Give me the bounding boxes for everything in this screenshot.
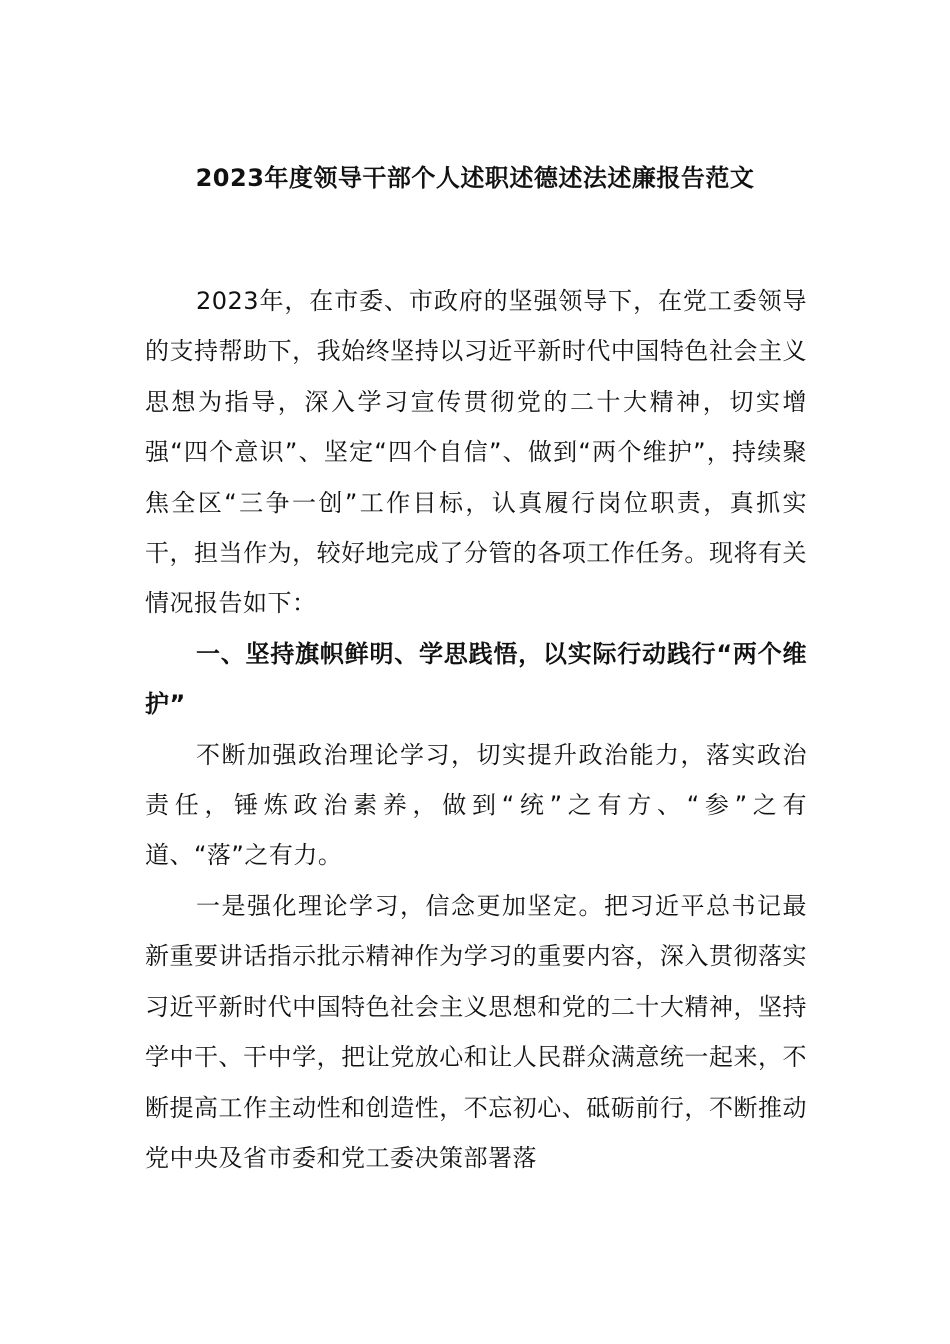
document-title: 2023年度领导干部个人述职述德述法述廉报告范文 [195, 164, 755, 192]
section-1-paragraph: 不断加强政治理论学习，切实提升政治能力，落实政治责任，锤炼政治素养，做到“统”之有方、“参”之有道、“落”之有力。 [145, 740, 807, 870]
section-1-point-1-paragraph: 一是强化理论学习，信念更加坚定。把习近平总书记最新重要讲话指示批示精神作为学习的重要内容，深入贯彻落实习近平新时代中国特色社会主义思想和党的二十大精神，坚持学中干、干中学，把让党放心和让人民群众满意统一起来，不断提高工作主动性和创造性，不忘初心、砥砺前行，不断推动党中央及省市委和党工委决策部署落 [145, 891, 807, 1172]
section-heading-1: 一、坚持旗帜鲜明、学思践悟，以实际行动践行“两个维护” [145, 639, 807, 719]
document-body [145, 276, 807, 1183]
intro-paragraph: 2023年，在市委、市政府的坚强领导下，在党工委领导的支持帮助下，我始终坚持以习近平新时代中国特色社会主义思想为指导，深入学习宣传贯彻党的二十大精神，切实增强“四个意识”、坚定“四个自信”、做到“两个维护”，持续聚焦全区“三争一创”工作目标，认真履行岗位职责，真抓实干，担当作为，较好地完成了分管的各项工作任务。现将有关情况报告如下： [145, 287, 807, 618]
